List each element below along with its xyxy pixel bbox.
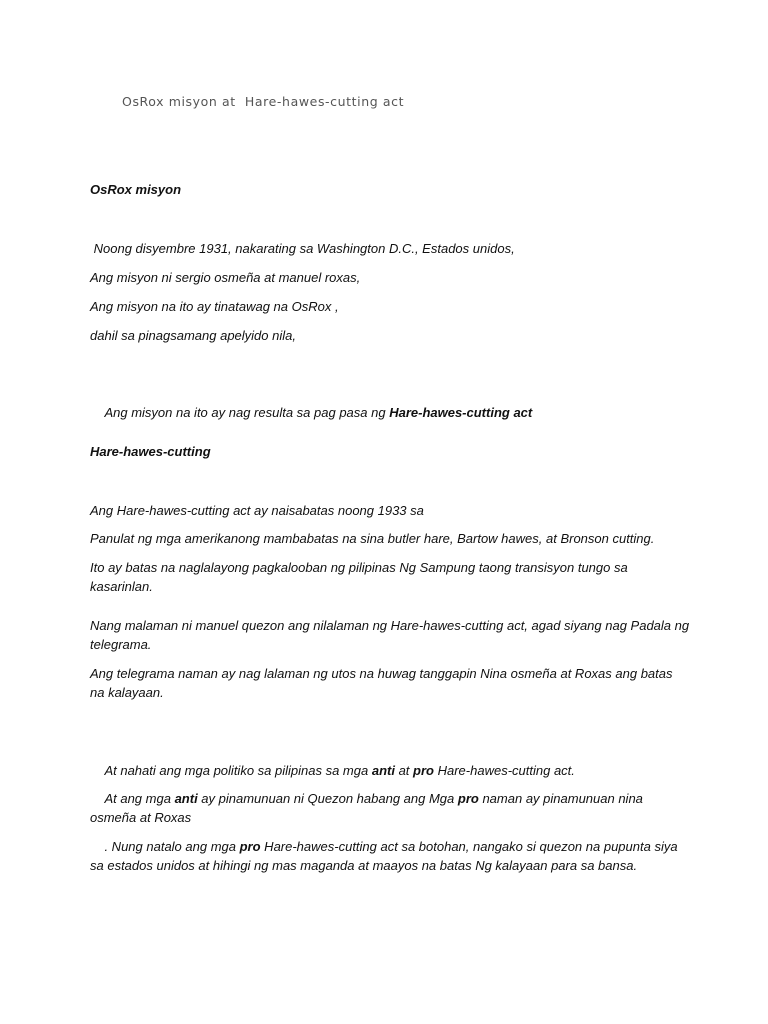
bold-term: pro	[413, 763, 434, 778]
paragraph: Ang misyon ni sergio osmeña at manuel roxas,	[90, 270, 361, 285]
paragraph	[90, 818, 690, 894]
paragraph	[90, 384, 690, 441]
paragraph-text: At nahati ang mga politiko sa pilipinas sa mga	[104, 763, 372, 778]
bold-term: anti	[371, 763, 395, 778]
paragraph: Nang malaman ni manuel quezon ang nilalaman ng Hare-hawes-cutting act, agad siyang nag Padala ng telegrama.	[90, 618, 693, 652]
paragraph-text: naman ay pinamunuan nina osmeña at Roxas	[90, 791, 647, 825]
bold-term: anti	[174, 791, 198, 806]
paragraph-text: Hare-hawes-cutting act.	[434, 763, 575, 778]
section-heading-osrox: OsRox misyon	[90, 182, 182, 197]
paragraph: Ang telegrama naman ay nag lalaman ng utos na huwag tanggapin Nina osmeña at Roxas ang batas na kalayaan.	[90, 666, 677, 700]
section-heading-hare-hawes-cutting: Hare-hawes-cutting	[90, 444, 211, 459]
paragraph-text: Hare-hawes-cutting act sa botohan, nangako si quezon na pupunta siya sa estados unidos at hihingi ng mas maganda at maayos na batas Ng kalayaan para sa bansa.	[90, 839, 682, 873]
bold-term: pro	[239, 839, 261, 854]
paragraph: Noong disyembre 1931, nakarating sa Washington D.C., Estados unidos,	[90, 241, 515, 256]
paragraph: Ang Hare-hawes-cutting act ay naisabatas noong 1933 sa	[90, 503, 424, 518]
paragraph: Panulat ng mga amerikanong mambabatas na sina butler hare, Bartow hawes, at Bronson cutting.	[90, 531, 655, 546]
paragraph-text: at	[394, 763, 414, 778]
bold-term: Hare-hawes-cutting act	[389, 405, 533, 420]
document-title: OsRox misyon at Hare-hawes-cutting act	[122, 94, 405, 109]
paragraph-text: . Nung natalo ang mga	[104, 839, 240, 854]
paragraph-text: Ang misyon na ito ay nag resulta sa pag pasa ng	[104, 405, 390, 420]
paragraph-text: At ang mga	[104, 791, 175, 806]
paragraph: Ito ay batas na naglalayong pagkalooban ng pilipinas Ng Sampung taong transisyon tungo sa kasarinlan.	[90, 560, 632, 594]
paragraph: Ang misyon na ito ay tinatawag na OsRox ,	[90, 299, 339, 314]
paragraph: dahil sa pinagsamang apelyido nila,	[90, 328, 296, 343]
paragraph-text: ay pinamunuan ni Quezon habang ang Mga	[197, 791, 458, 806]
bold-term: pro	[457, 791, 479, 806]
